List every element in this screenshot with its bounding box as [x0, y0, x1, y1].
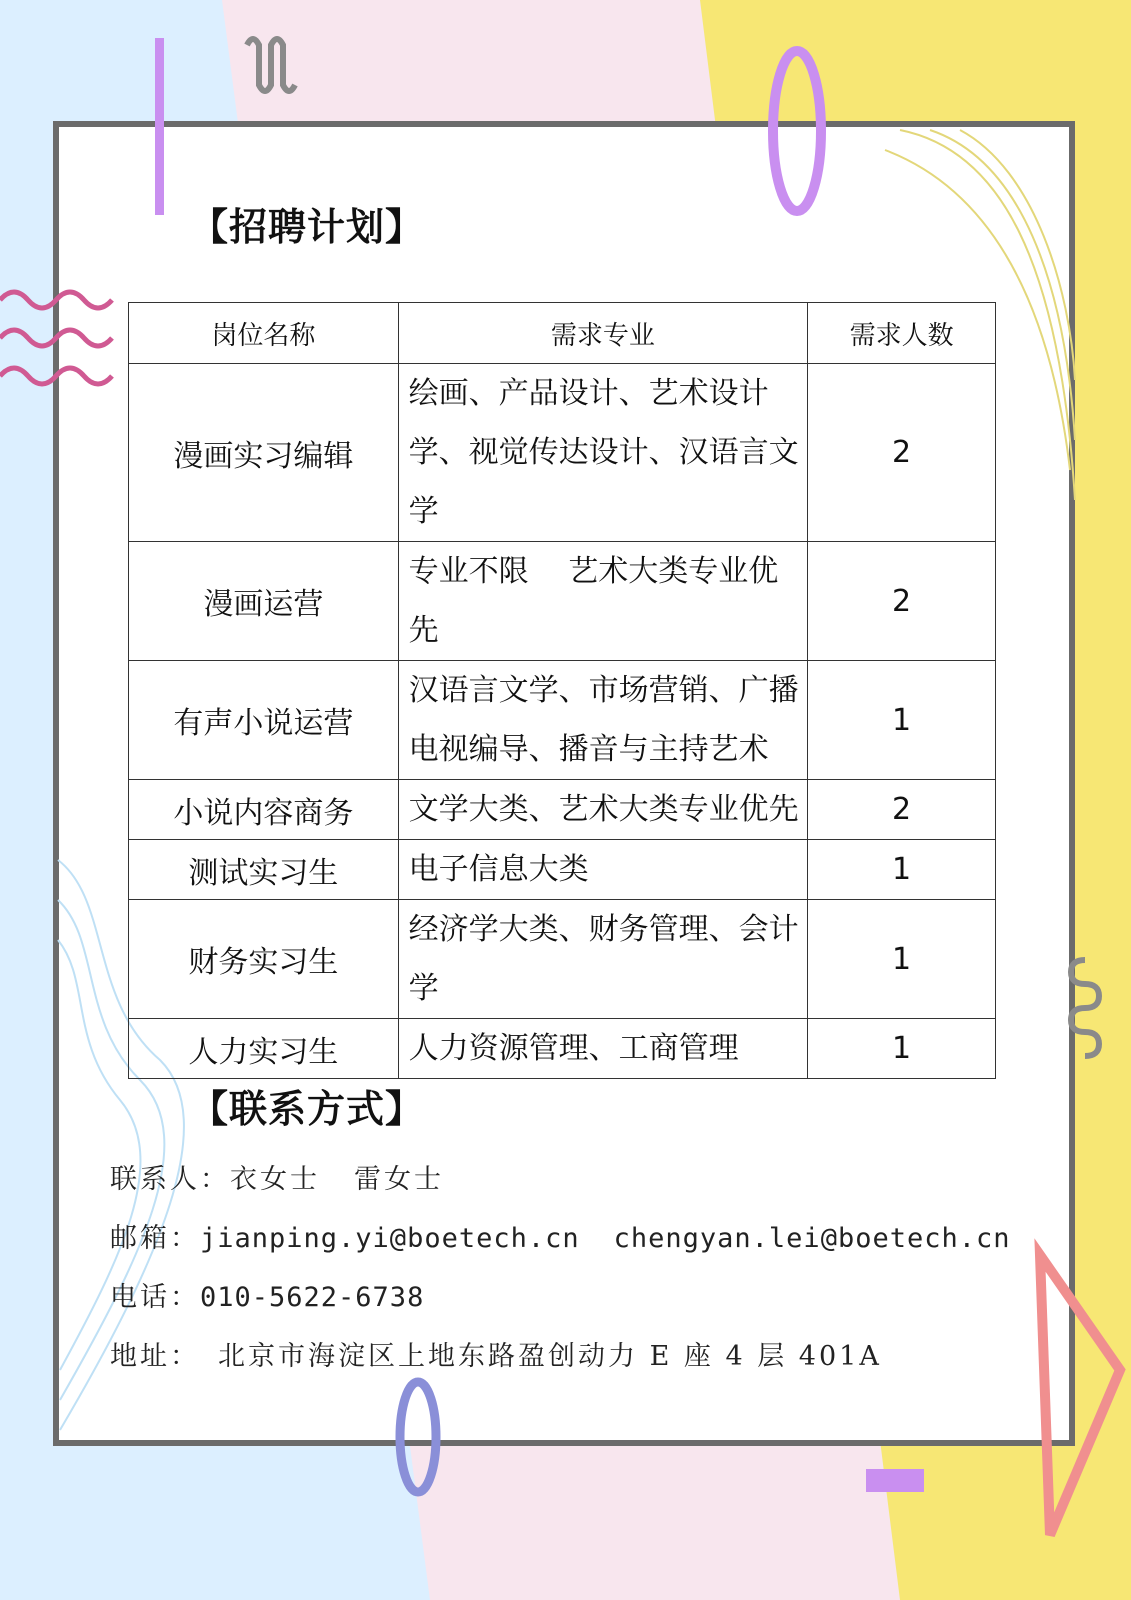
phone-line	[110, 1275, 424, 1314]
count-cell: 1	[808, 661, 996, 780]
position-cell: 人力实习生	[129, 1019, 399, 1079]
count-cell: 1	[808, 840, 996, 900]
contact-person-2: 雷女士	[354, 1164, 444, 1195]
recruitment-table	[128, 302, 996, 1079]
major-cell: 文学大类、艺术大类专业优先	[398, 780, 808, 840]
table-row	[129, 900, 996, 1019]
contact-person-1: 衣女士	[230, 1164, 320, 1195]
table-row	[129, 661, 996, 780]
count-cell: 1	[808, 900, 996, 1019]
position-cell: 漫画实习编辑	[129, 364, 399, 542]
table-row	[129, 780, 996, 840]
contact-person-line	[110, 1157, 444, 1196]
count-cell: 1	[808, 1019, 996, 1079]
count-cell: 2	[808, 780, 996, 840]
header-major: 需求专业	[398, 303, 808, 364]
address-line	[110, 1334, 882, 1373]
plan-title: 【招聘计划】	[190, 205, 425, 249]
email-link-2[interactable]: chengyan.lei@boetech.cn	[613, 1223, 1011, 1254]
address-label: 地址：	[110, 1341, 200, 1372]
position-cell: 漫画运营	[129, 542, 399, 661]
position-cell: 财务实习生	[129, 900, 399, 1019]
email-link-1[interactable]: jianping.yi@boetech.cn	[200, 1223, 580, 1254]
major-cell: 人力资源管理、工商管理	[398, 1019, 808, 1079]
phone-label: 电话：	[110, 1282, 200, 1313]
address-text: 北京市海淀区上地东路盈创动力 E 座 4 层 401A	[218, 1341, 882, 1372]
table-row	[129, 1019, 996, 1079]
table-row	[129, 840, 996, 900]
major-cell: 经济学大类、财务管理、会计学	[398, 900, 808, 1019]
contact-title: 【联系方式】	[190, 1087, 425, 1131]
person-label: 联系人：	[110, 1164, 230, 1195]
position-cell: 测试实习生	[129, 840, 399, 900]
major-cell: 电子信息大类	[398, 840, 808, 900]
major-cell: 绘画、产品设计、艺术设计学、视觉传达设计、汉语言文学	[398, 364, 808, 542]
major-cell: 汉语言文学、市场营销、广播电视编导、播音与主持艺术	[398, 661, 808, 780]
count-cell: 2	[808, 542, 996, 661]
position-cell: 有声小说运营	[129, 661, 399, 780]
phone-number: 010-5622-6738	[200, 1282, 425, 1313]
table-row	[129, 542, 996, 661]
header-position: 岗位名称	[129, 303, 399, 364]
email-line	[110, 1216, 1011, 1255]
table-header-row	[129, 303, 996, 364]
email-label: 邮箱：	[110, 1223, 200, 1254]
major-cell: 专业不限 艺术大类专业优先	[398, 542, 808, 661]
table-row	[129, 364, 996, 542]
header-count: 需求人数	[808, 303, 996, 364]
count-cell: 2	[808, 364, 996, 542]
position-cell: 小说内容商务	[129, 780, 399, 840]
